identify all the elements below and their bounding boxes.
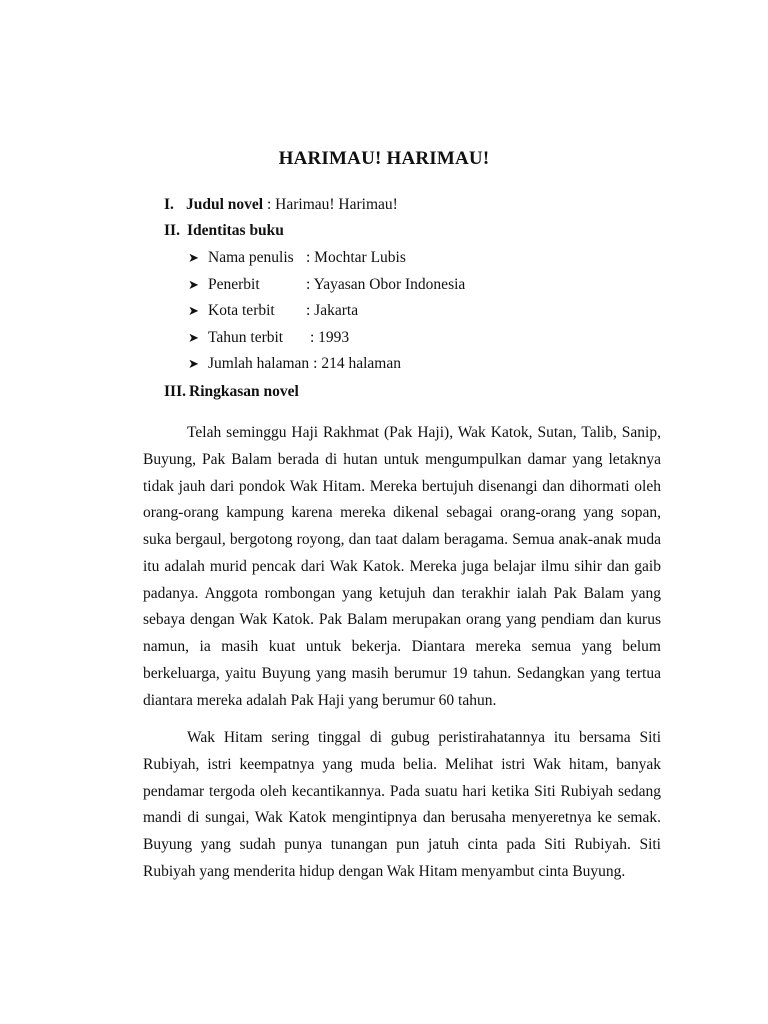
arrowhead-bullet-icon: ➤ [188,250,199,265]
list-item [188,276,465,303]
arrowhead-bullet-icon: ➤ [188,303,199,318]
arrowhead-bullet-icon: ➤ [188,276,199,292]
section-label: Judul novel [186,196,264,213]
identitas-value: : Yayasan Obor Indonesia [306,275,466,293]
section-number: III. [164,383,186,400]
identitas-list [188,249,465,382]
section-label: Ringkasan novel [189,383,299,400]
section-number: I. [164,196,174,213]
section-number: II. [164,222,180,239]
identitas-value: : 1993 [310,328,350,346]
identitas-value: : Mochtar Lubis [306,249,406,266]
section-ringkasan-novel [164,383,299,401]
section-value: : Harimau! Harimau! [263,196,398,213]
summary-paragraph-2: Wak Hitam sering tinggal di gubug peristirahatannya itu bersama Siti Rubiyah, istri keempatnya yang muda belia. Melihat istri Wak hitam, banyak pendamar tergoda oleh kecantikannya. Pada suatu hari ketika Siti Rubiyah sedang mandi di sungai, Wak Katok mengintipnya dan berusaha menyeretnya ke semak. Buyung yang sudah punya tunangan pun jatuh cinta pada Siti Rubiyah. Siti Rubiyah yang menderita hidup dengan Wak Hitam menyambut cinta Buyung. [143,729,661,880]
identitas-key: Kota terbit [208,302,275,319]
identitas-value: : Jakarta [306,302,359,319]
identitas-key: Jumlah halaman [208,355,310,372]
section-label: Identitas buku [187,222,284,239]
identitas-key: Nama penulis [208,249,294,266]
summary-paragraph-1: Telah seminggu Haji Rakhmat (Pak Haji), Wak Katok, Sutan, Talib, Sanip, Buyung, Pak Balam berada di hutan untuk mengumpulkan damar yang letaknya tidak jauh dari pondok Wak Hitam. Mereka bertujuh disenangi dan dihormati oleh orang-orang kampung karena mereka dikenal sebagai orang-orang yang sopan, suka bergaul, bergotong royong, dan taat dalam beragama. Semua anak-anak muda itu adalah murid pencak dari Wak Katok. Mereka juga belajar ilmu sihir dan gaib padanya. Anggota rombongan yang ketujuh dan terakhir ialah Pak Balam yang sebaya dengan Wak Katok. Pak Balam merupakan orang yang pendiam dan kurus namun, ia masih kuat untuk bekerja. Diantara mereka semua yang belum berkeluarga, yaitu Buyung yang masih berumur 19 tahun. Sedangkan yang tertua diantara mereka adalah Pak Haji yang berumur 60 tahun. [143,424,661,709]
list-item [188,302,465,329]
document-title: HARIMAU! HARIMAU! [278,148,490,169]
section-judul-novel [164,196,398,214]
arrowhead-bullet-icon: ➤ [188,356,199,371]
identitas-value: : 214 halaman [313,355,401,372]
list-item [188,329,465,356]
section-identitas-buku [164,222,284,240]
arrowhead-bullet-icon: ➤ [188,329,199,345]
list-item [188,355,465,382]
identitas-key: Tahun terbit [208,328,284,346]
list-item [188,249,465,276]
identitas-key: Penerbit [208,275,260,293]
